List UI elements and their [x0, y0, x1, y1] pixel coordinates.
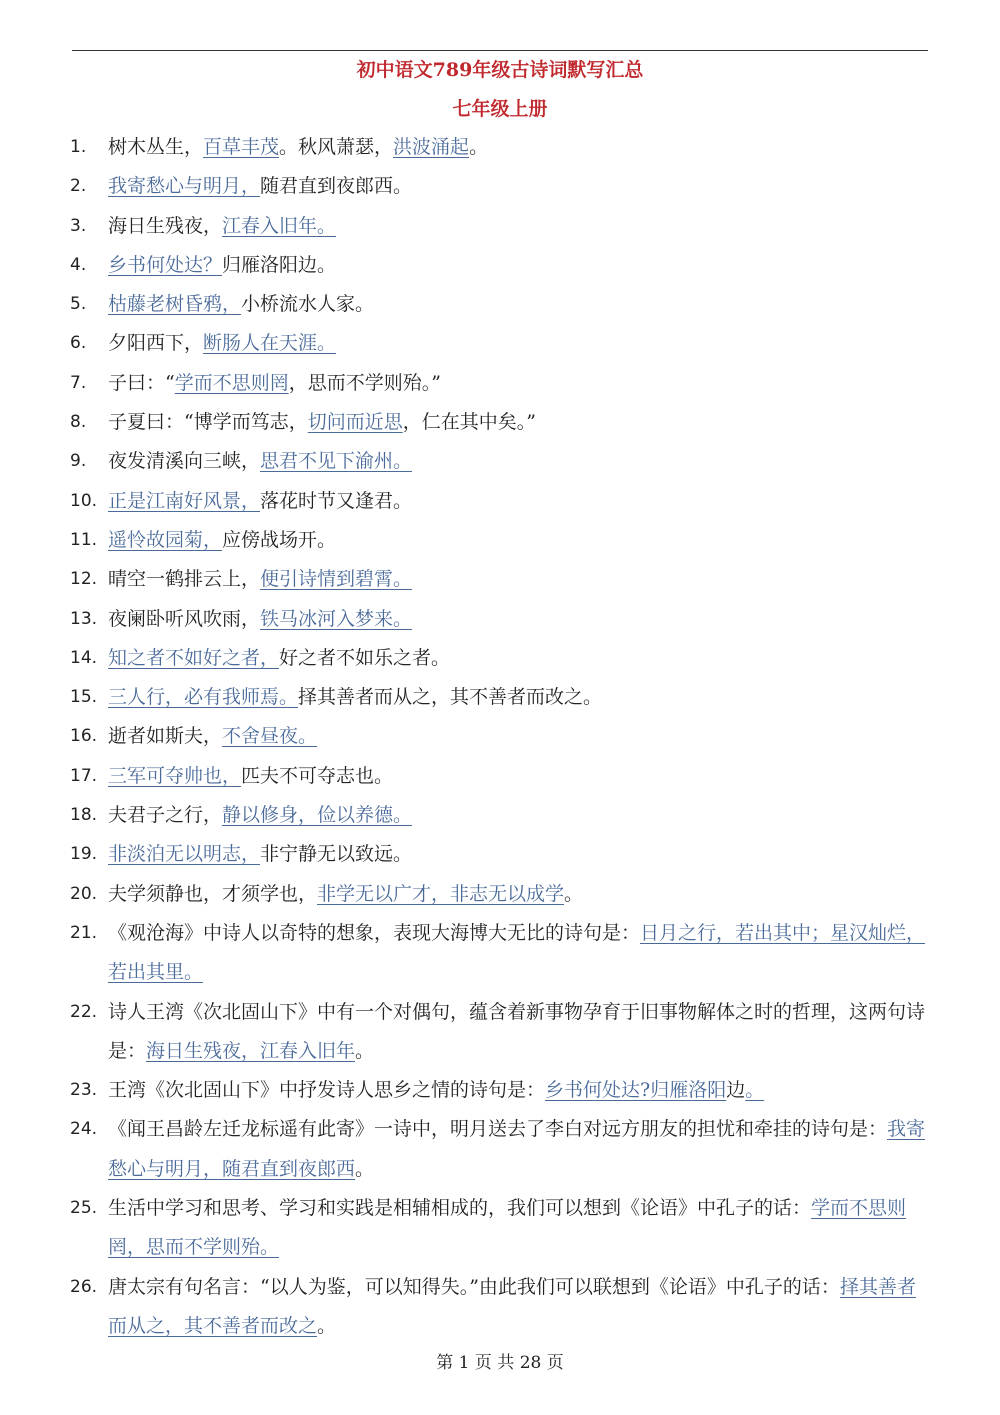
prompt-text: 子夏曰：“博学而笃志，: [108, 411, 308, 434]
list-item: [70, 246, 930, 285]
prompt-text: 夕阳西下，: [108, 332, 204, 355]
list-item: [70, 364, 930, 403]
item-number: 2.: [70, 176, 87, 197]
header-rule: [72, 50, 928, 51]
item-number: 21.: [70, 922, 98, 943]
item-number: 17.: [70, 765, 98, 786]
item-number: 11.: [70, 529, 98, 550]
item-number: 19.: [70, 844, 98, 865]
prompt-text: 逝者如斯夫，: [108, 725, 223, 748]
list-item: [70, 442, 930, 481]
prompt-text: ，仁在其中矣。”: [402, 411, 536, 434]
answer-text: 洪波涌起: [393, 136, 470, 158]
item-number: 16.: [70, 726, 98, 747]
list-item: [70, 128, 930, 167]
prompt-text: ，思而不学则殆。”: [288, 371, 441, 394]
list-item: [70, 324, 930, 363]
list-item: [70, 1110, 930, 1189]
prompt-text: 。: [564, 882, 584, 905]
prompt-text: 边: [726, 1079, 746, 1102]
item-number: 9.: [70, 451, 87, 472]
list-item: [70, 1268, 930, 1347]
answer-text: 三军可夺帅也，: [108, 764, 242, 787]
answer-text: 日月之行，若出其中；星汉灿烂，若出其里。: [108, 921, 926, 984]
prompt-text: 晴空一鹤排云上，: [108, 568, 261, 591]
prompt-text: 夫学须静也，才须学也，: [108, 882, 318, 905]
answer-text: 遥怜故园菊，: [108, 528, 223, 551]
prompt-text: 匹夫不可夺志也。: [241, 764, 394, 787]
prompt-text: 夜发清溪向三峡，: [108, 450, 261, 473]
prompt-text: 生活中学习和思考、学习和实践是相辅相成的，我们可以想到《论语》中孔子的话：: [108, 1197, 812, 1220]
list-item: [70, 207, 930, 246]
item-number: 14.: [70, 647, 98, 668]
item-number: 23.: [70, 1080, 98, 1101]
list-item: [70, 482, 930, 521]
prompt-text: 择其善者而从之，其不善者而改之。: [298, 686, 603, 709]
list-item: [70, 167, 930, 206]
prompt-text: 应傍战场开。: [222, 528, 337, 551]
section-title: 七年级上册: [452, 98, 548, 120]
list-item: [70, 875, 930, 914]
answer-text: 学而不思则罔: [174, 371, 289, 394]
prompt-text: 。: [355, 1039, 375, 1062]
answer-text: 思君不见下渝州。: [260, 450, 413, 473]
item-number: 13.: [70, 608, 98, 629]
item-number: 18.: [70, 805, 98, 826]
list-item: [70, 757, 930, 796]
list-item: [70, 1071, 930, 1110]
list-item: [70, 914, 930, 993]
answer-text: 我寄愁心与明月，随君直到夜郎西: [108, 1118, 926, 1180]
answer-text: 乡书何处达？: [108, 253, 223, 276]
prompt-text: 落花时节又逢君。: [260, 489, 413, 512]
list-item: [70, 835, 930, 874]
answer-text: 学而不思则罔，思而不学则殆。: [108, 1197, 907, 1259]
answer-text: 切问而近思: [307, 411, 403, 434]
page-title: 初中语文789年级古诗词默写汇总: [356, 59, 644, 81]
item-number: 10.: [70, 490, 98, 511]
prompt-text: 唐太宗有句名言：“以人为鉴，可以知得失。”由此我们可以联想到《论语》中孔子的话：: [108, 1275, 840, 1298]
answer-text: 我寄愁心与明月，: [108, 175, 261, 198]
prompt-text: 。: [355, 1157, 375, 1180]
item-number: 6.: [70, 333, 87, 354]
list-item: [70, 285, 930, 324]
answer-text: 。: [745, 1079, 765, 1102]
answer-text: 不舍昼夜。: [222, 725, 318, 748]
prompt-text: 诗人王湾《次北固山下》中有一个对偶句，蕴含着新事物孕育于旧事物解体之时的哲理，这两句诗是：: [108, 1000, 926, 1062]
prompt-text: 《闻王昌龄左迁龙标遥有此寄》一诗中，明月送去了李白对远方朋友的担忧和牵挂的诗句是：: [108, 1118, 888, 1141]
item-number: 15.: [70, 687, 98, 708]
prompt-text: 夫君子之行，: [108, 804, 223, 827]
prompt-text: 归雁洛阳边。: [222, 253, 337, 276]
prompt-text: 。: [469, 136, 489, 158]
prompt-text: 海日生残夜，: [108, 214, 223, 237]
question-list: [70, 128, 930, 1346]
answer-text: 正是江南好风景，: [108, 489, 261, 512]
answer-text: 非淡泊无以明志，: [108, 843, 261, 866]
item-number: 12.: [70, 569, 98, 590]
item-number: 5.: [70, 294, 87, 315]
item-number: 26.: [70, 1276, 98, 1297]
answer-text: 三人行，必有我师焉。: [108, 686, 299, 709]
item-number: 24.: [70, 1119, 98, 1140]
answer-text: 百草丰茂: [203, 136, 280, 158]
prompt-text: 。秋风萧瑟，: [279, 136, 394, 158]
prompt-text: 好之者不如乐之者。: [279, 646, 451, 669]
list-item: [70, 1189, 930, 1268]
answer-text: 海日生残夜，江春入旧年: [146, 1039, 356, 1062]
item-number: 25.: [70, 1198, 98, 1219]
item-number: 4.: [70, 254, 87, 275]
answer-text: 乡书何处达?归雁洛阳: [545, 1079, 727, 1102]
list-item: [70, 796, 930, 835]
list-item: [70, 403, 930, 442]
answer-text: 江春入旧年。: [222, 214, 337, 237]
prompt-text: 子曰：“: [108, 371, 175, 394]
item-number: 22.: [70, 1001, 98, 1022]
prompt-text: 树木丛生，: [108, 136, 204, 158]
list-item: [70, 639, 930, 678]
answer-text: 择其善者而从之，其不善者而改之: [108, 1275, 916, 1337]
list-item: [70, 993, 930, 1072]
item-number: 8.: [70, 412, 87, 433]
list-item: [70, 560, 930, 599]
answer-text: 非学无以广才，非志无以成学: [317, 882, 565, 905]
page-footer: 第 1 页 共 28 页: [436, 1353, 564, 1373]
prompt-text: 王湾《次北固山下》中抒发诗人思乡之情的诗句是：: [108, 1079, 546, 1102]
answer-text: 知之者不如好之者，: [108, 646, 280, 669]
answer-text: 铁马冰河入梦来。: [260, 607, 413, 630]
item-number: 3.: [70, 215, 87, 236]
prompt-text: 非宁静无以致远。: [260, 843, 413, 866]
list-item: [70, 600, 930, 639]
answer-text: 断肠人在天涯。: [203, 332, 337, 355]
prompt-text: 随君直到夜郎西。: [260, 175, 413, 198]
answer-text: 便引诗情到碧霄。: [260, 568, 413, 591]
item-number: 1.: [70, 137, 87, 157]
answer-text: 枯藤老树昏鸦，: [108, 293, 242, 316]
prompt-text: 夜阑卧听风吹雨，: [108, 607, 261, 630]
answer-text: 静以修身，俭以养德。: [222, 804, 413, 827]
prompt-text: 。: [317, 1314, 337, 1337]
list-item: [70, 521, 930, 560]
prompt-text: 小桥流水人家。: [241, 293, 375, 316]
list-item: [70, 717, 930, 756]
list-item: [70, 678, 930, 717]
prompt-text: 《观沧海》中诗人以奇特的想象，表现大海博大无比的诗句是：: [108, 921, 641, 944]
item-number: 20.: [70, 883, 98, 904]
item-number: 7.: [70, 372, 87, 393]
